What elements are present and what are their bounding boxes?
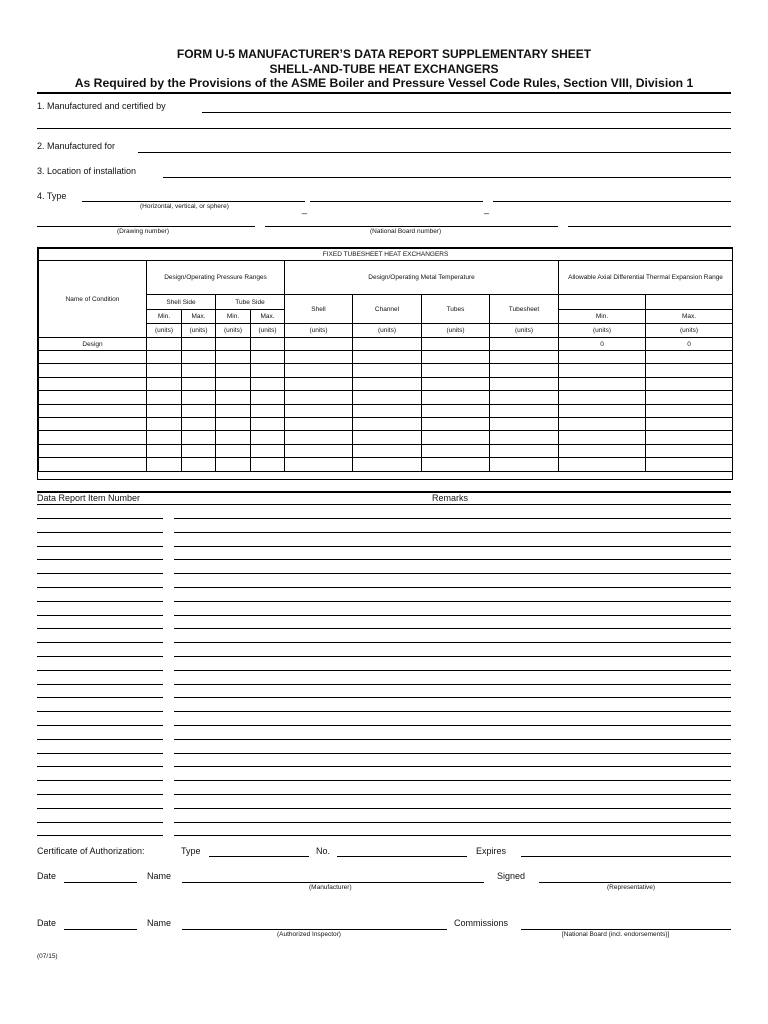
table-cell[interactable] <box>182 431 216 444</box>
table-cell[interactable] <box>285 444 353 457</box>
item-number-line[interactable] <box>37 711 163 712</box>
national-board-caption: (National Board number) <box>370 228 442 235</box>
table-cell[interactable] <box>353 351 422 364</box>
min-header: Min. <box>559 310 646 324</box>
item-number-line[interactable] <box>37 766 163 767</box>
table-cell[interactable] <box>490 364 559 377</box>
remarks-line[interactable] <box>174 532 731 533</box>
table-cell[interactable] <box>646 404 733 417</box>
remarks-line[interactable] <box>174 711 731 712</box>
table-cell[interactable] <box>251 431 285 444</box>
date-label: Date <box>37 918 57 928</box>
table-cell[interactable] <box>147 431 182 444</box>
table-cell[interactable] <box>251 458 285 471</box>
design-row-name: Design <box>39 338 147 351</box>
table-cell[interactable] <box>490 377 559 390</box>
table-cell[interactable] <box>182 404 216 417</box>
table-row <box>39 458 733 471</box>
table-cell[interactable] <box>182 351 216 364</box>
item-number-header: Data Report Item Number <box>37 493 141 503</box>
table-cell[interactable] <box>216 444 251 457</box>
table-row <box>39 364 733 377</box>
table-cell[interactable] <box>39 431 147 444</box>
max-header: Max. <box>251 310 285 324</box>
item-number-line[interactable] <box>37 587 163 588</box>
signed-field[interactable] <box>539 882 731 883</box>
table-cell[interactable] <box>216 404 251 417</box>
table-cell[interactable] <box>490 417 559 430</box>
item-2-label: 2. Manufactured for <box>37 141 116 151</box>
revision-date: (07/15) <box>37 953 58 960</box>
table-cell[interactable] <box>285 431 353 444</box>
manufacturer-caption: (Manufacturer) <box>309 884 352 891</box>
type-field-3[interactable] <box>493 201 731 202</box>
table-cell[interactable] <box>646 377 733 390</box>
form-title: FORM U-5 MANUFACTURER’S DATA REPORT SUPPLEMENTARY SHEET <box>176 47 592 61</box>
remarks-top-rule <box>37 491 731 493</box>
manufactured-by-field-2[interactable] <box>37 128 731 129</box>
table-row <box>39 404 733 417</box>
table-cell[interactable] <box>216 338 251 351</box>
extra-field[interactable] <box>568 226 731 227</box>
table-cell[interactable] <box>353 364 422 377</box>
table-cell[interactable] <box>646 444 733 457</box>
table-cell[interactable] <box>147 444 182 457</box>
table-cell[interactable] <box>251 364 285 377</box>
table-cell[interactable] <box>39 444 147 457</box>
table-cell[interactable] <box>422 417 490 430</box>
table-row <box>39 351 733 364</box>
inspector-name-field[interactable] <box>182 929 447 930</box>
item-number-line[interactable] <box>37 822 163 823</box>
remarks-line[interactable] <box>174 822 731 823</box>
table-cell[interactable] <box>646 391 733 404</box>
table-cell[interactable] <box>559 364 646 377</box>
cert-type-label: Type <box>181 846 201 856</box>
item-number-line[interactable] <box>37 808 163 809</box>
table-cell[interactable] <box>251 377 285 390</box>
remarks-line[interactable] <box>174 766 731 767</box>
table-cell[interactable] <box>490 338 559 351</box>
remarks-line[interactable] <box>174 642 731 643</box>
manufacturer-name-field[interactable] <box>182 882 484 883</box>
tubes-header: Tubes <box>422 295 490 324</box>
table-row <box>39 391 733 404</box>
item-number-line[interactable] <box>37 532 163 533</box>
type-field-2[interactable] <box>310 201 483 202</box>
table-row <box>39 338 733 351</box>
table-cell[interactable] <box>646 431 733 444</box>
table-cell[interactable] <box>182 338 216 351</box>
units-cell: (units) <box>646 324 733 338</box>
header-rule <box>37 92 731 94</box>
table-cell[interactable] <box>490 351 559 364</box>
table-cell[interactable] <box>251 444 285 457</box>
remarks-line[interactable] <box>174 725 731 726</box>
units-cell: (units) <box>353 324 422 338</box>
table-cell[interactable] <box>353 417 422 430</box>
table-cell[interactable] <box>216 391 251 404</box>
table-cell[interactable] <box>353 431 422 444</box>
table-cell[interactable] <box>251 391 285 404</box>
table-cell[interactable] <box>39 351 147 364</box>
table-cell[interactable] <box>285 404 353 417</box>
form-authority: As Required by the Provisions of the ASME Boiler and Pressure Vessel Code Rules, Section VIII, Division 1 <box>74 76 694 90</box>
table-cell[interactable] <box>39 458 147 471</box>
item-number-line[interactable] <box>37 656 163 657</box>
min-header: Min. <box>216 310 251 324</box>
pressure-ranges-header: Design/Operating Pressure Ranges <box>147 261 285 295</box>
units-cell: (units) <box>490 324 559 338</box>
table-cell[interactable] <box>559 417 646 430</box>
table-cell[interactable] <box>353 404 422 417</box>
commissions-label: Commissions <box>454 918 509 928</box>
item-4-label: 4. Type <box>37 191 67 201</box>
item-number-line[interactable] <box>37 739 163 740</box>
table-cell[interactable] <box>646 458 733 471</box>
item-number-line[interactable] <box>37 518 163 519</box>
design-min-value[interactable]: 0 <box>559 338 646 351</box>
table-cell[interactable] <box>147 458 182 471</box>
units-cell: (units) <box>216 324 251 338</box>
table-cell[interactable] <box>147 364 182 377</box>
table-cell[interactable] <box>251 417 285 430</box>
remarks-line[interactable] <box>174 573 731 574</box>
fixed-tubesheet-table <box>37 247 733 480</box>
table-cell[interactable] <box>490 458 559 471</box>
remarks-line[interactable] <box>174 628 731 629</box>
table-cell[interactable] <box>490 391 559 404</box>
signed-label: Signed <box>497 871 526 881</box>
item-number-line[interactable] <box>37 780 163 781</box>
remarks-header: Remarks <box>432 493 469 503</box>
table-cell[interactable] <box>285 458 353 471</box>
table-cell[interactable] <box>646 351 733 364</box>
item-number-line[interactable] <box>37 835 163 836</box>
tubesheet-header: Tubesheet <box>490 295 559 324</box>
remarks-line[interactable] <box>174 656 731 657</box>
cert-expires-field[interactable] <box>521 856 731 857</box>
table-cell[interactable] <box>353 338 422 351</box>
remarks-line[interactable] <box>174 835 731 836</box>
table-cell[interactable] <box>559 444 646 457</box>
table-cell[interactable] <box>285 364 353 377</box>
drawing-number-field[interactable] <box>37 226 255 227</box>
table-cell[interactable] <box>251 338 285 351</box>
item-3-label: 3. Location of installation <box>37 166 137 176</box>
table-cell[interactable] <box>285 351 353 364</box>
national-board-endorsements-caption: [National Board (incl. endorsements)] <box>562 931 670 938</box>
table-cell[interactable] <box>422 364 490 377</box>
metal-temperature-header: Design/Operating Metal Temperature <box>285 261 559 295</box>
shell-side-header: Shell Side <box>147 295 216 310</box>
item-number-line[interactable] <box>37 601 163 602</box>
table-cell[interactable] <box>216 351 251 364</box>
item-1-label: 1. Manufactured and certified by <box>37 101 166 111</box>
remarks-line[interactable] <box>174 601 731 602</box>
table-cell[interactable] <box>353 391 422 404</box>
remarks-line[interactable] <box>174 697 731 698</box>
name-label: Name <box>147 918 172 928</box>
design-max-value[interactable]: 0 <box>646 338 733 351</box>
table-cell[interactable] <box>646 364 733 377</box>
item-number-line[interactable] <box>37 642 163 643</box>
units-cell: (units) <box>559 324 646 338</box>
max-header: Max. <box>182 310 216 324</box>
location-field[interactable] <box>163 177 731 178</box>
table-cell[interactable] <box>353 444 422 457</box>
table-cell[interactable] <box>182 458 216 471</box>
cert-type-field[interactable] <box>209 856 309 857</box>
inspector-caption: (Authorized Inspector) <box>277 931 341 938</box>
table-cell[interactable] <box>422 377 490 390</box>
item-number-line[interactable] <box>37 794 163 795</box>
shell-header: Shell <box>285 295 353 324</box>
table-cell[interactable] <box>422 338 490 351</box>
underscore-mark: _ <box>484 204 490 214</box>
table-cell[interactable] <box>147 338 182 351</box>
remarks-line[interactable] <box>174 615 731 616</box>
table-cell[interactable] <box>39 404 147 417</box>
table-cell[interactable] <box>490 444 559 457</box>
table-cell[interactable] <box>490 431 559 444</box>
name-of-condition-header: Name of Condition <box>39 261 147 338</box>
table-cell[interactable] <box>422 431 490 444</box>
table-cell[interactable] <box>353 377 422 390</box>
table-cell[interactable] <box>559 377 646 390</box>
table-cell[interactable] <box>147 351 182 364</box>
table-cell[interactable] <box>422 391 490 404</box>
table-cell[interactable] <box>147 377 182 390</box>
date-field[interactable] <box>64 882 137 883</box>
max-header: Max. <box>646 310 733 324</box>
table-cell[interactable] <box>39 364 147 377</box>
remarks-line[interactable] <box>174 546 731 547</box>
table-cell[interactable] <box>422 404 490 417</box>
commissions-field[interactable] <box>521 929 731 930</box>
remarks-line[interactable] <box>174 670 731 671</box>
allowable-expansion-header: Allowable Axial Differential Thermal Expansion Range <box>559 261 733 295</box>
item-number-line[interactable] <box>37 559 163 560</box>
units-cell: (units) <box>182 324 216 338</box>
table-cell[interactable] <box>646 417 733 430</box>
table-cell[interactable] <box>251 351 285 364</box>
table-cell[interactable] <box>216 417 251 430</box>
blank-header <box>646 295 733 310</box>
representative-caption: (Representative) <box>607 884 656 891</box>
item-number-line[interactable] <box>37 615 163 616</box>
manufactured-by-field[interactable] <box>202 112 731 113</box>
table-cell[interactable] <box>285 377 353 390</box>
manufactured-for-field[interactable] <box>138 152 731 153</box>
item-number-line[interactable] <box>37 684 163 685</box>
item-number-line[interactable] <box>37 753 163 754</box>
table-cell[interactable] <box>147 391 182 404</box>
table-cell[interactable] <box>559 351 646 364</box>
national-board-number-field[interactable] <box>265 226 558 227</box>
type-field[interactable] <box>82 201 305 202</box>
cert-number-label: No. <box>316 846 331 856</box>
table-cell[interactable] <box>559 458 646 471</box>
remarks-line[interactable] <box>174 587 731 588</box>
table-cell[interactable] <box>39 391 147 404</box>
table-cell[interactable] <box>559 431 646 444</box>
remarks-line[interactable] <box>174 684 731 685</box>
table-cell[interactable] <box>422 458 490 471</box>
table-title: FIXED TUBESHEET HEAT EXCHANGERS <box>39 249 733 261</box>
remarks-line[interactable] <box>174 780 731 781</box>
remarks-line[interactable] <box>174 753 731 754</box>
table-cell[interactable] <box>182 444 216 457</box>
table-cell[interactable] <box>182 391 216 404</box>
form-subtitle: SHELL-AND-TUBE HEAT EXCHANGERS <box>269 62 499 76</box>
min-header: Min. <box>147 310 182 324</box>
item-number-line[interactable] <box>37 628 163 629</box>
table-cell[interactable] <box>285 417 353 430</box>
drawing-caption: (Drawing number) <box>117 228 170 235</box>
name-label: Name <box>147 871 172 881</box>
table-cell[interactable] <box>147 417 182 430</box>
item-number-line[interactable] <box>37 573 163 574</box>
table-cell[interactable] <box>285 338 353 351</box>
table-cell[interactable] <box>559 404 646 417</box>
units-cell: (units) <box>147 324 182 338</box>
certificate-label: Certificate of Authorization: <box>37 846 145 856</box>
units-cell: (units) <box>285 324 353 338</box>
underscore-mark: _ <box>302 204 308 214</box>
table-cell[interactable] <box>39 417 147 430</box>
table-cell[interactable] <box>39 377 147 390</box>
remarks-line[interactable] <box>174 559 731 560</box>
remarks-line[interactable] <box>174 518 731 519</box>
type-caption: (Horizontal, vertical, or sphere) <box>140 203 229 210</box>
table-row <box>39 444 733 457</box>
table-cell[interactable] <box>422 444 490 457</box>
table-cell[interactable] <box>182 417 216 430</box>
remarks-line[interactable] <box>174 794 731 795</box>
date-label: Date <box>37 871 57 881</box>
table-cell[interactable] <box>285 391 353 404</box>
cert-number-field[interactable] <box>337 856 467 857</box>
remarks-line[interactable] <box>174 739 731 740</box>
units-cell: (units) <box>251 324 285 338</box>
inspector-date-field[interactable] <box>64 929 137 930</box>
table-cell[interactable] <box>216 364 251 377</box>
table-cell[interactable] <box>182 377 216 390</box>
units-cell: (units) <box>422 324 490 338</box>
table-cell[interactable] <box>490 404 559 417</box>
table-cell[interactable] <box>147 404 182 417</box>
remarks-header-rule <box>37 504 731 505</box>
item-number-line[interactable] <box>37 725 163 726</box>
table-cell[interactable] <box>422 351 490 364</box>
table-cell[interactable] <box>251 404 285 417</box>
table-cell[interactable] <box>559 391 646 404</box>
cert-expires-label: Expires <box>476 846 507 856</box>
table-cell[interactable] <box>216 458 251 471</box>
table-row <box>39 431 733 444</box>
table-cell[interactable] <box>216 377 251 390</box>
tube-side-header: Tube Side <box>216 295 285 310</box>
remarks-line[interactable] <box>174 808 731 809</box>
table-row <box>39 417 733 430</box>
item-number-line[interactable] <box>37 546 163 547</box>
item-number-line[interactable] <box>37 697 163 698</box>
table-cell[interactable] <box>182 364 216 377</box>
table-row <box>39 377 733 390</box>
table-cell[interactable] <box>216 431 251 444</box>
channel-header: Channel <box>353 295 422 324</box>
table-cell[interactable] <box>353 458 422 471</box>
blank-header <box>559 295 646 310</box>
item-number-line[interactable] <box>37 670 163 671</box>
